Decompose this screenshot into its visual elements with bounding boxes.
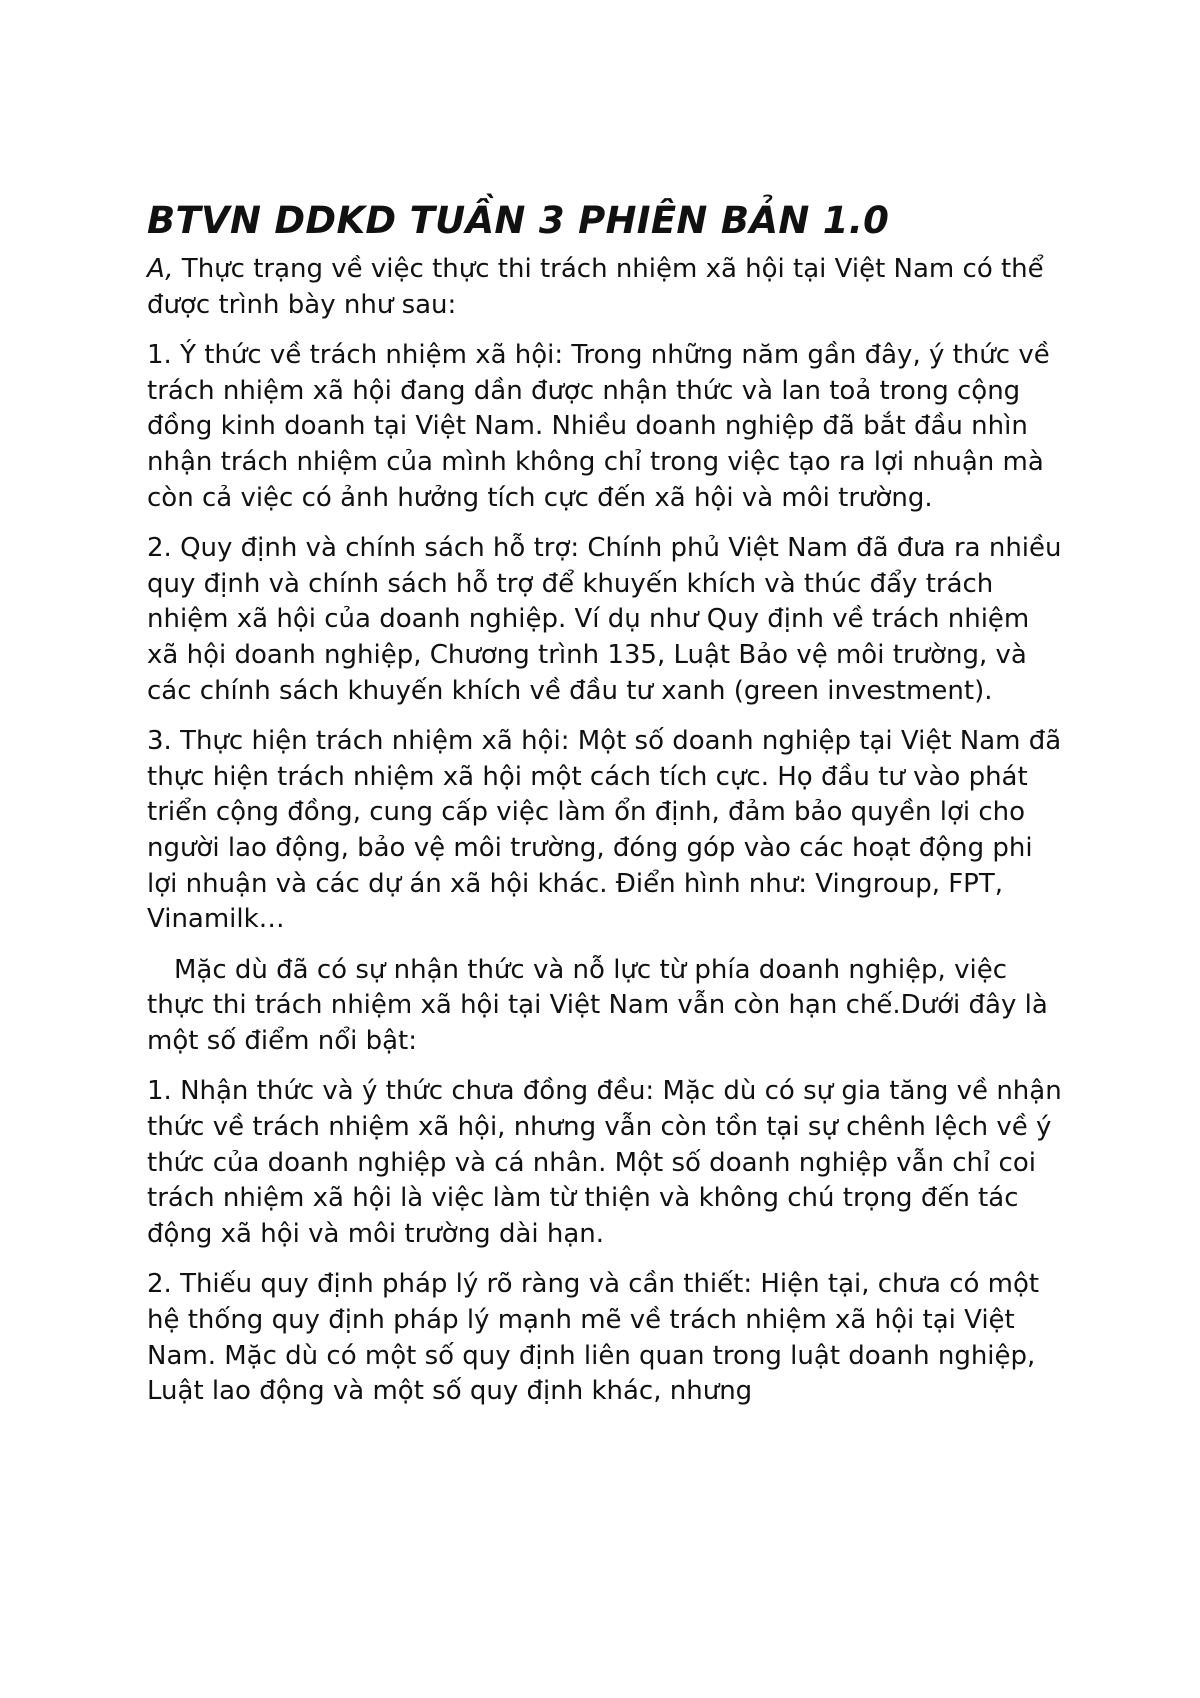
paragraph-implementation: 3. Thực hiện trách nhiệm xã hội: Một số doanh nghiệp tại Việt Nam đã thực hiện trách nhiệm xã hội một cách tích cực. Họ đầu tư vào phát triển cộng đồng, cung cấp việc làm ổn định, đảm bảo quyền lợi cho người lao động, bảo vệ môi trường, đóng góp vào các hoạt động phi lợi nhuận và các dự án xã hội khác. Điển hình như: Vingroup, FPT, Vinamilk…: [147, 726, 1062, 935]
intro-text: Thực trạng về việc thực thi trách nhiệm xã hội tại Việt Nam có thể được trình bày như sau:: [147, 254, 1044, 320]
paragraph-awareness: 1. Ý thức về trách nhiệm xã hội: Trong những năm gần đây, ý thức về trách nhiệm xã hội đang dần được nhận thức và lan toả trong cộng đồng kinh doanh tại Việt Nam. Nhiều doanh nghiệp đã bắt đầu nhìn nhận trách nhiệm của mình không chỉ trong việc tạo ra lợi nhuận mà còn cả việc có ảnh hưởng tích cực đến xã hội và môi trường.: [147, 340, 1050, 513]
document-body: [147, 196, 1067, 1425]
paragraph-uneven-awareness: 1. Nhận thức và ý thức chưa đồng đều: Mặc dù có sự gia tăng về nhận thức về trách nhiệm xã hội, nhưng vẫn còn tồn tại sự chênh lệch về ý thức của doanh nghiệp và cá nhân. Một số doanh nghiệp vẫn chỉ coi trách nhiệm xã hội là việc làm từ thiện và không chú trọng đến tác động xã hội và môi trường dài hạn.: [147, 1076, 1062, 1249]
paragraph-regulations: 2. Quy định và chính sách hỗ trợ: Chính phủ Việt Nam đã đưa ra nhiều quy định và chính sách hỗ trợ để khuyến khích và thúc đẩy trách nhiệm xã hội của doanh nghiệp. Ví dụ như Quy định về trách nhiệm xã hội doanh nghiệp, Chương trình 135, Luật Bảo vệ môi trường, và các chính sách khuyến khích về đầu tư xanh (green investment).: [147, 533, 1062, 706]
intro-lead: A,: [147, 254, 174, 284]
paragraph-legal-gaps: 2. Thiếu quy định pháp lý rõ ràng và cần thiết: Hiện tại, chưa có một hệ thống quy định pháp lý mạnh mẽ về trách nhiệm xã hội tại Việt Nam. Mặc dù có một số quy định liên quan trong luật doanh nghiệp, Luật lao động và một số quy định khác, nhưng: [147, 1269, 1040, 1407]
document-title: BTVN DDKD TUẦN 3 PHIÊN BẢN 1.0: [147, 199, 890, 242]
intro-paragraph: [147, 252, 1067, 323]
paragraph-limitations-intro: Mặc dù đã có sự nhận thức và nỗ lực từ phía doanh nghiệp, việc thực thi trách nhiệm xã hội tại Việt Nam vẫn còn hạn chế.Dưới đây là một số điểm nổi bật:: [147, 954, 1048, 1056]
